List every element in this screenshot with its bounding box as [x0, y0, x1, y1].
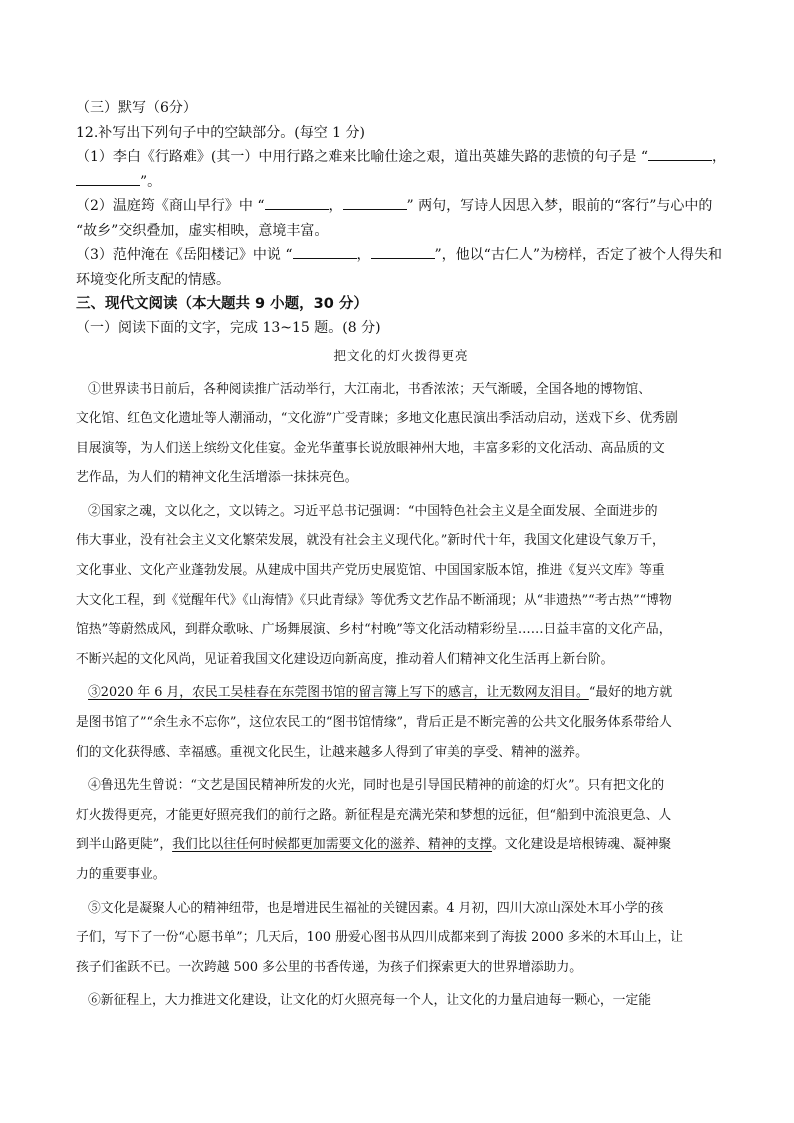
q12-item-1	[76, 145, 726, 170]
article-line: 馆热”等蔚然成风，到群众歌咏、广场舞展演、乡村“村晚”等文化活动精彩纷呈……日益丰富的文化产品，	[76, 622, 672, 638]
part-1-heading: （一）阅读下面的文字，完成 13~15 题。(8 分)	[76, 320, 381, 336]
q12-item1-end: ”。	[140, 173, 162, 190]
q12-item2-text: （2）温庭筠《商山早行》中 “	[76, 198, 265, 214]
article-line: 不断兴起的文化风尚，见证着我国文化建设迈向新高度，推动着人们精神文化生活再上新台阶。	[76, 651, 614, 667]
article-line: ⑥新征程上，大力推进文化建设，让文化的灯火照亮每一个人，让文化的力量启迪每一颗心，一定能	[88, 993, 652, 1009]
q12-item-2	[76, 194, 726, 219]
underlined-sentence: 我们比以往任何时候都更加需要文化的滋养、精神的支撑	[172, 837, 493, 853]
paragraph-3	[76, 678, 726, 767]
article-line: 们的文化获得感、幸福感。重视文化民生，让越来越多人得到了审美的享受、精神的滋养。	[76, 744, 588, 760]
article-line: ④鲁迅先生曾说：“文艺是国民精神所发的火光，同时也是引导国民精神的前途的灯火”。只有把文化的	[88, 778, 665, 794]
article-line	[76, 678, 726, 708]
article-line: ②国家之魂，文以化之，文以铸之。习近平总书记强调：“中国特色社会主义是全面发展、全面进步的	[88, 503, 658, 519]
q12-item-3-cont: 环境变化所支配的情感。	[76, 271, 230, 288]
answer-blank[interactable]	[648, 147, 712, 161]
article-line: 大文化工程，到《觉醒年代》《山海情》《只此青绿》等优秀文艺作品不断涌现；从“非遗热”“考古热”“博物	[76, 592, 672, 608]
article-line: 孩子们雀跃不已。一次跨越 500 多公里的书香传递，为孩子们探索更大的世界增添助力。	[76, 959, 583, 975]
underlined-sentence: ③2020 年 6 月，农民工吴桂春在东莞图书馆的留言簿上写下的感言，让无数网友泪目。	[88, 685, 589, 701]
article-line: ⑤文化是凝聚人心的精神纽带，也是增进民生福祉的关键因素。4 月初，四川大凉山深处木耳小学的孩	[88, 900, 664, 916]
q12-item2-comma: ，	[328, 198, 343, 214]
article-text: 。文化建设是培根铸魂、凝神聚	[492, 837, 672, 853]
answer-blank[interactable]	[343, 196, 407, 210]
q12-item-2-cont: “故乡”交织叠加，虚实相映，意境丰富。	[76, 222, 329, 239]
q12-item3-text: （3）范仲淹在《岳阳楼记》中说 “	[76, 247, 293, 263]
section-3-heading: 三、现代文阅读（本大题共 9 小题，30 分）	[76, 296, 368, 312]
article-title: 把文化的灯火拨得更亮	[333, 347, 469, 363]
q12-item1-text: （1）李白《行路难》(其一）中用行路之难来比喻仕途之艰，道出英雄失路的悲愤的句子是 “	[76, 149, 648, 165]
article-line: 伟大事业，没有社会主义文化繁荣发展，就没有社会主义现代化。”新时代十年，我国文化建设气象万千，	[76, 533, 665, 549]
q12-item3-rest: ”，他以“古仁人”为榜样，否定了被个人得失和	[434, 247, 722, 263]
q12-item-3	[76, 243, 726, 268]
answer-blank[interactable]	[293, 245, 357, 259]
article-line: 文化事业、文化产业蓬勃发展。从建成中国共产党历史展览馆、中国国家版本馆，推进《复兴文库》等重	[76, 563, 665, 579]
answer-blank[interactable]	[371, 245, 435, 259]
q12-item3-comma: ，	[356, 247, 371, 263]
exam-page	[76, 96, 726, 1020]
article-line	[76, 830, 726, 860]
article-body	[76, 375, 726, 1016]
article-line: ①世界读书日前后，各种阅读推广活动举行，大江南北，书香浓浓；天气渐暖，全国各地的博物馆、	[88, 381, 652, 397]
article-line: 力的重要事业。	[76, 867, 166, 882]
answer-blank[interactable]	[265, 196, 329, 210]
article-line: 子们，写下了一份“心愿书单”；几天后，100 册爱心图书从四川成都来到了海拔 2000 多米的木耳山上，让	[76, 930, 683, 946]
paragraph-6	[76, 986, 726, 1016]
article-line: 灯火拨得更亮，才能更好照亮我们的前行之路。新征程是充满光荣和梦想的远征，但“船到中流浪更急、人	[76, 807, 672, 823]
section-c-heading: （三）默写（6分）	[76, 100, 197, 116]
article-text: “最好的地方就	[588, 685, 673, 701]
q12-stem: 12.补写出下列句子中的空缺部分。(每空 1 分)	[76, 124, 365, 141]
article-line: 文化馆、红色文化遗址等人潮涌动，“文化游”广受青睐；多地文化惠民演出季活动启动，送戏下乡、优秀剧	[76, 411, 678, 427]
paragraph-4	[76, 771, 726, 889]
paragraph-5	[76, 894, 726, 983]
article-text: 到半山路更陡”，	[76, 837, 173, 853]
article-line: 是图书馆了”“余生永不忘你”，这位农民工的“图书馆情缘”，背后正是不断完善的公共文化服务体系带给人	[76, 715, 672, 731]
answer-blank[interactable]	[76, 172, 140, 186]
q12-item1-comma: ，	[711, 149, 726, 165]
q12-item-1-cont	[76, 170, 726, 195]
q12-item2-rest: ” 两句，写诗人因思入梦，眼前的“客行”与心中的	[406, 198, 713, 214]
article-line: 目展演等，为人们送上缤纷文化佳宴。金光华董事长说放眼神州大地，丰富多彩的文化活动、高品质的文	[76, 440, 665, 456]
paragraph-1	[76, 375, 726, 493]
article-line: 艺作品，为人们的精神文化生活增添一抹抹亮色。	[76, 470, 358, 486]
paragraph-2	[76, 497, 726, 675]
